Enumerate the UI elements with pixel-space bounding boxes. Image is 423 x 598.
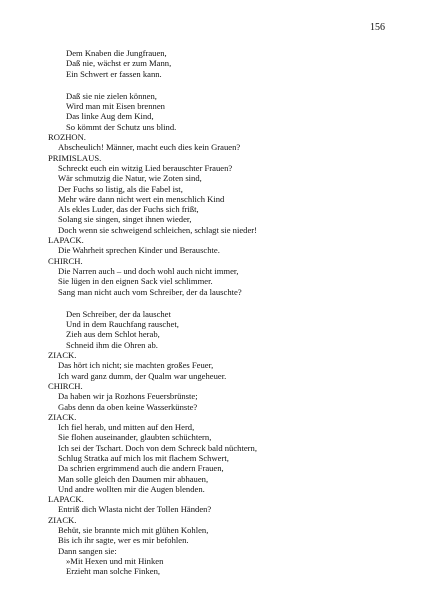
verse-line: Zieh aus dem Schlot herab, bbox=[66, 329, 160, 340]
dialogue-line: Entriß dich Wlasta nicht der Tollen Händen? bbox=[58, 504, 212, 515]
dialogue-line: Schreckt euch ein witzig Lied berauschter Frauen? bbox=[58, 162, 233, 173]
dialogue-line: Man solle gleich den Daumen mir abhauen, bbox=[58, 473, 209, 484]
verse-line: Wird man mit Eisen brennen bbox=[66, 101, 165, 112]
speaker-name: ZIACK. bbox=[48, 350, 77, 361]
verse-line: »Mit Hexen und mit Hinken bbox=[66, 555, 164, 566]
dialogue-line: Bis ich ihr sagte, wer es mir befohlen. bbox=[58, 535, 189, 546]
dialogue-line: Der Fuchs so listig, als die Fabel ist, bbox=[58, 183, 183, 194]
page-number: 156 bbox=[370, 22, 385, 33]
dialogue-line: Schlug Stratka auf mich los mit flachem Schwert, bbox=[58, 452, 229, 463]
dialogue-line: Da haben wir ja Rozhons Feuersbrünste; bbox=[58, 391, 198, 402]
verse-line: So kömmt der Schutz uns blind. bbox=[66, 121, 177, 132]
verse-line: Und in dem Rauchfang rauschet, bbox=[66, 319, 179, 330]
verse-line: Dem Knaben die Jungfrauen, bbox=[66, 48, 167, 58]
dialogue-line: Ich ward ganz dumm, der Qualm war ungeheuer. bbox=[58, 370, 227, 381]
stanza-gap bbox=[48, 79, 257, 91]
dialogue-line: Abscheulich! Männer, macht euch dies kein Grauen? bbox=[58, 142, 241, 153]
dialogue-line: Sie lügen in den eignen Sack viel schlimmer. bbox=[58, 276, 213, 287]
speaker-name: ROZHON. bbox=[48, 132, 86, 143]
dialogue-line: Ich sei der Tschart. Doch von dem Schreck bald nüchtern, bbox=[58, 442, 257, 453]
dialogue-line: Ich fiel herab, und mitten auf den Herd, bbox=[58, 422, 195, 433]
dialogue-line: Gabs denn da oben keine Wasserkünste? bbox=[58, 401, 198, 412]
speaker-name: ZIACK. bbox=[48, 411, 77, 422]
dialogue-line: Da schrien ergrimmend auch die andern Frauen, bbox=[58, 463, 224, 474]
speaker-name: CHIRCH. bbox=[48, 380, 83, 391]
verse-line: Daß nie, wächst er zum Mann, bbox=[66, 58, 172, 69]
verse-line: Den Schreiber, der da lauschet bbox=[66, 308, 171, 319]
verse-line: Erzieht man solche Finken, bbox=[66, 566, 161, 577]
verse-line: Daß sie nie zielen können, bbox=[66, 90, 157, 101]
dialogue-line: Als ekles Luder, das der Fuchs sich frißt, bbox=[58, 204, 199, 215]
dialogue-line: Mehr wäre dann nicht wert ein menschlich Kind bbox=[58, 193, 225, 204]
speaker-name: LAPACK. bbox=[48, 494, 84, 505]
speaker-name: ZIACK. bbox=[48, 514, 77, 525]
dialogue-line: Sie flohen auseinander, glaubten schüchtern, bbox=[58, 432, 212, 443]
verse-line: Das linke Aug dem Kind, bbox=[66, 111, 154, 122]
speaker-name: CHIRCH. bbox=[48, 255, 83, 266]
dialogue-line: Die Wahrheit sprechen Kinder und Berauschte. bbox=[58, 245, 220, 256]
dialogue-line: Das hört ich nicht; sie machten großes Feuer, bbox=[58, 360, 214, 371]
dialogue-line: Sang man nicht auch vom Schreiber, der da lauschte? bbox=[58, 286, 242, 297]
dialogue-line: Doch wenn sie schweigend schleichen, schlagt sie nieder! bbox=[58, 224, 258, 235]
verse-line: Schneid ihm die Ohren ab. bbox=[66, 339, 158, 350]
stanza-gap bbox=[48, 297, 257, 309]
dialogue-line: Solang sie singen, singet ihnen wieder, bbox=[58, 214, 192, 225]
dialogue-line: Behüt, sie brannte mich mit glühen Kohlen, bbox=[58, 525, 209, 536]
dialogue-line: Wär schmutzig die Natur, wie Zoten sind, bbox=[58, 173, 202, 184]
speaker-name: PRIMISLAUS. bbox=[48, 152, 102, 163]
verse-line: Ein Schwert er fassen kann. bbox=[66, 68, 162, 79]
page-text bbox=[48, 48, 257, 577]
dialogue-line: Und andre wollten mir die Augen blenden. bbox=[58, 483, 205, 494]
dialogue-line: Dann sangen sie: bbox=[58, 545, 117, 556]
speaker-name: LAPACK. bbox=[48, 235, 84, 246]
dialogue-line: Die Narren auch – und doch wohl auch nicht immer, bbox=[58, 265, 239, 276]
